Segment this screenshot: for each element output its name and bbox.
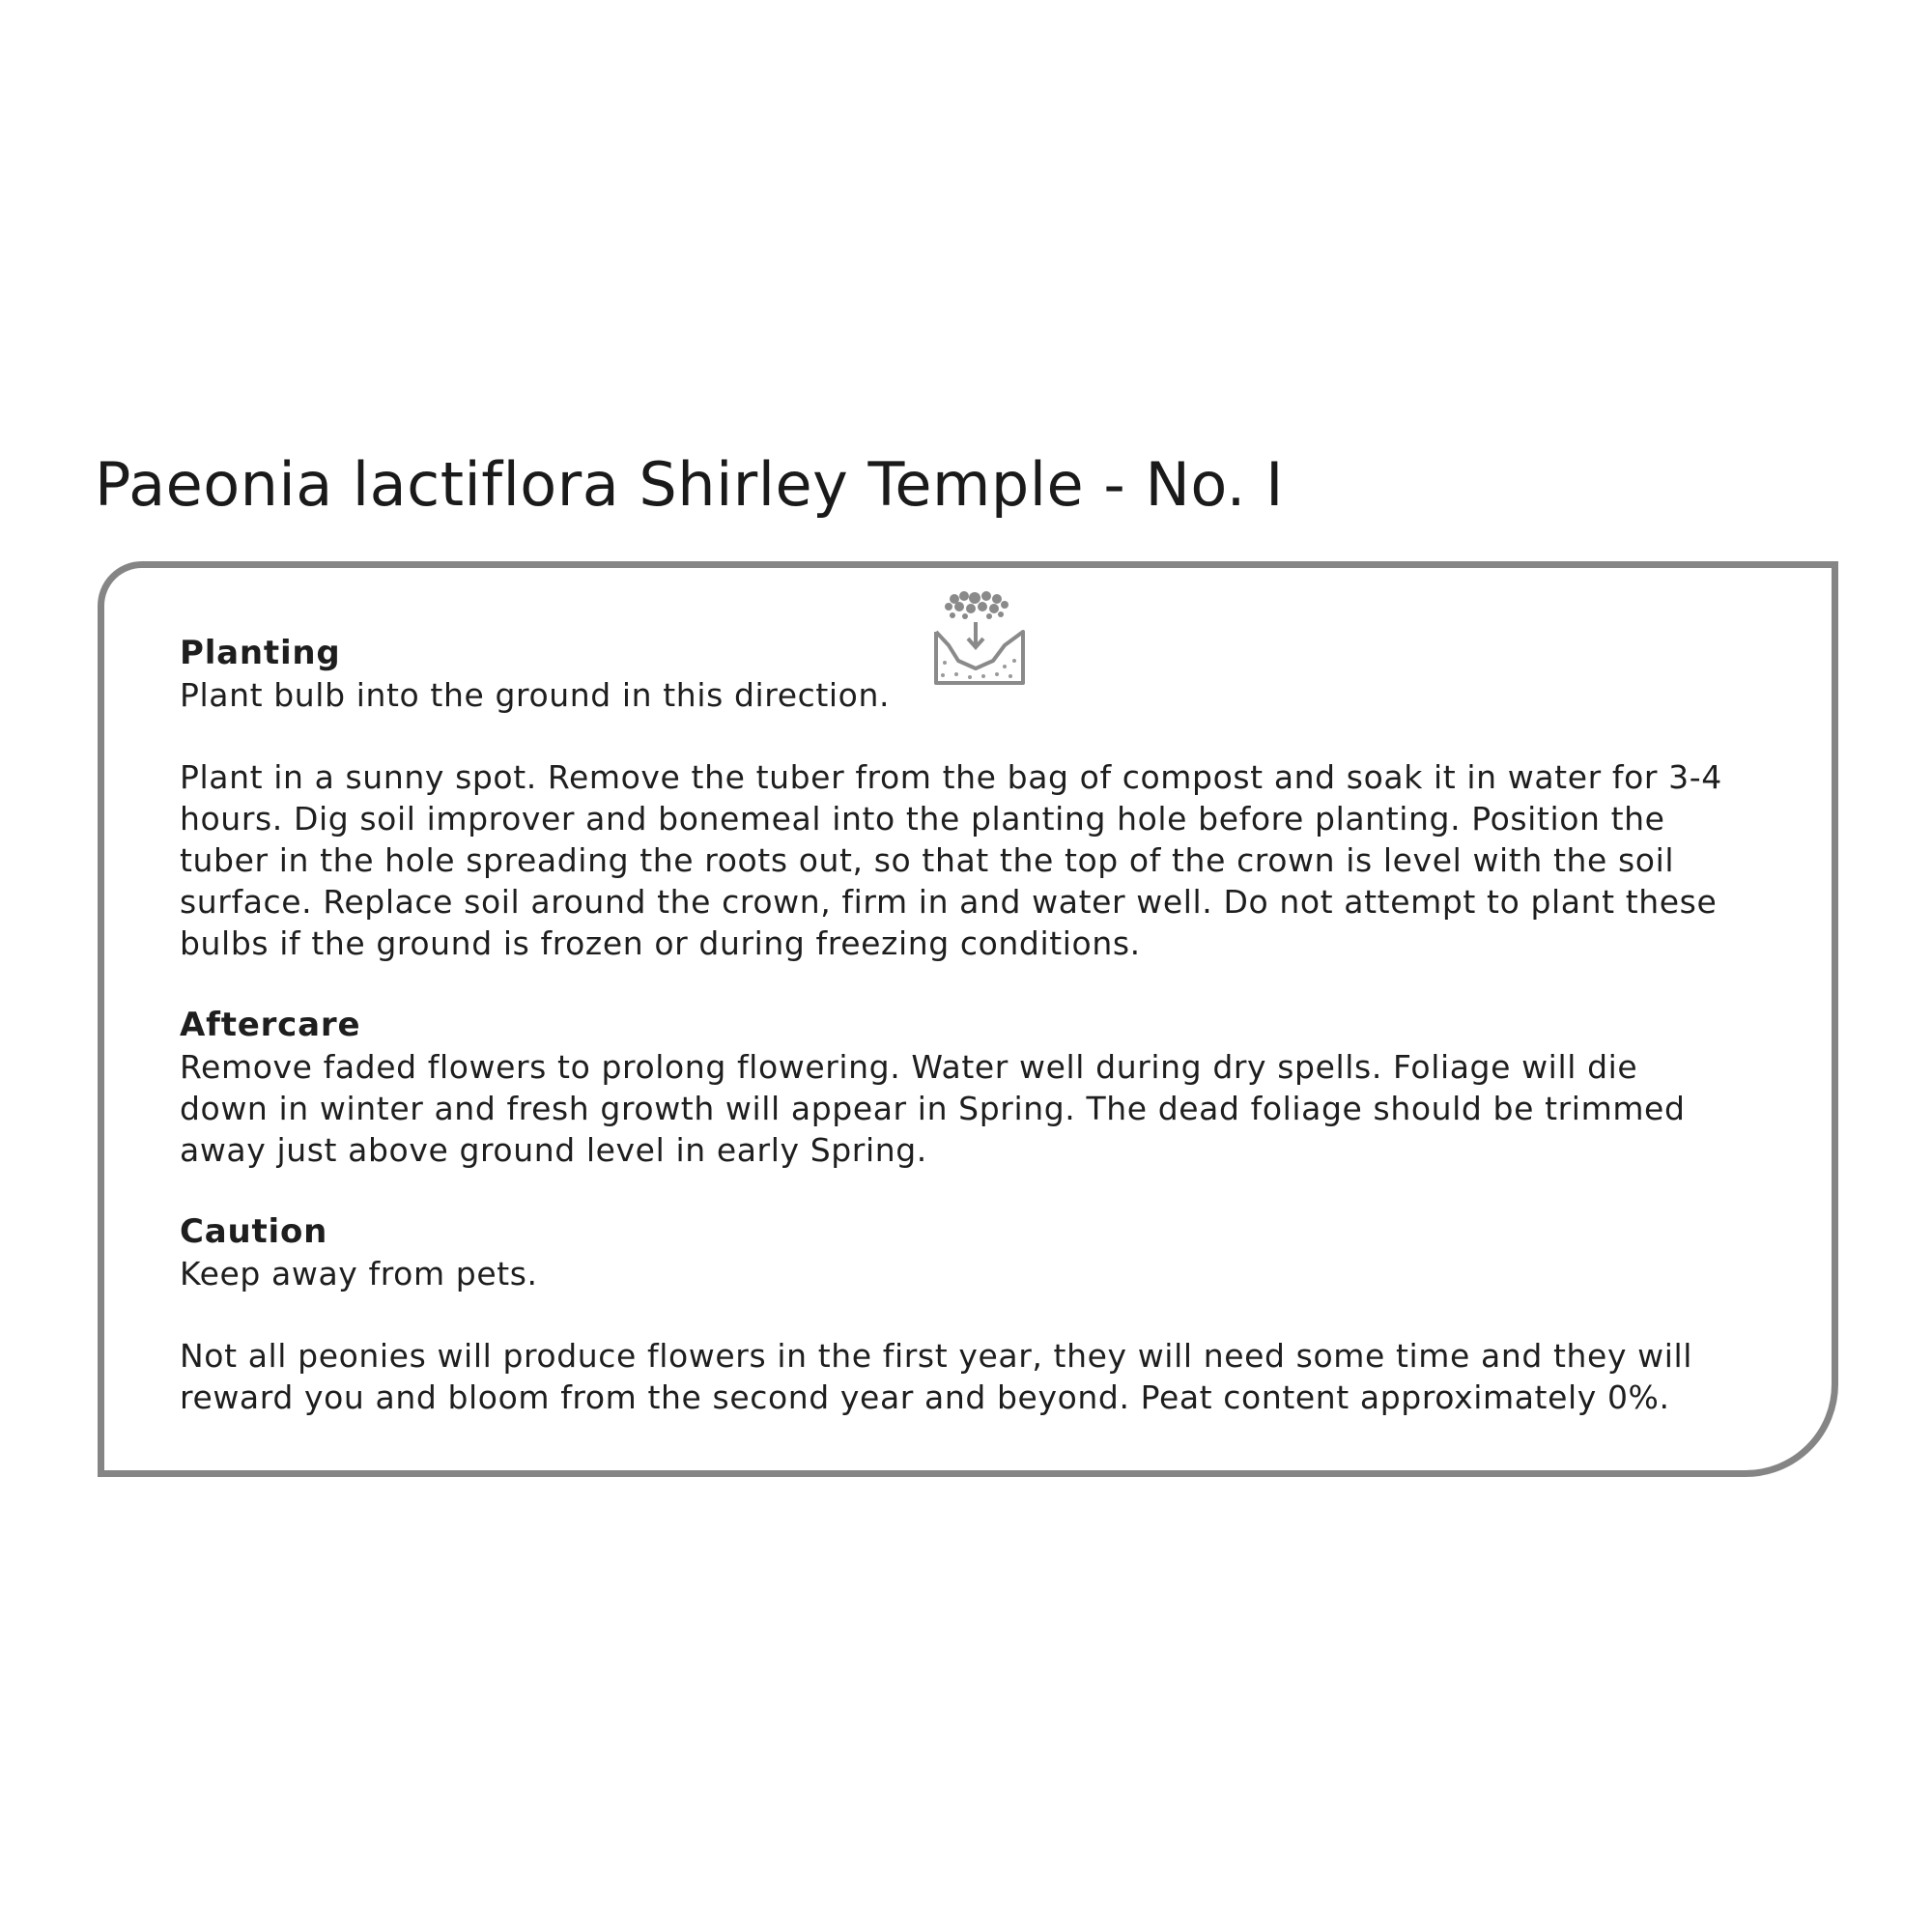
planting-section (180, 633, 1764, 964)
planting-heading: Planting (180, 634, 341, 672)
caution-body: Keep away from pets. (180, 1255, 538, 1293)
planting-instruction-row (180, 674, 1764, 716)
aftercare-section (180, 1005, 1764, 1171)
planting-body: Plant in a sunny spot. Remove the tuber from the bag of compost and soak it in water for 3-4 hours. Dig soil improver and bonemeal into the planting hole before planting. Position the tuber in the hole spreading the roots out, so that the top of the crown is level with the soil surface. Replace soil around the crown, firm in and water well. Do not attempt to plant these bulbs if the ground is frozen or during freezing conditions. (180, 758, 1722, 962)
bulb-planting-direction-icon (933, 589, 1026, 686)
peony-note: Not all peonies will produce flowers in the first year, they will need some time and they will reward you and bloom from the second year and beyond. Peat content approximately 0%. (180, 1337, 1693, 1416)
instructions-content (180, 633, 1764, 1418)
page-title: Paeonia lactiflora Shirley Temple - No. I (95, 449, 1284, 520)
aftercare-body: Remove faded flowers to prolong flowering. Water well during dry spells. Foliage will die down in winter and fresh growth will appear in Spring. The dead foliage should be trimmed away just above ground level in early Spring. (180, 1048, 1686, 1169)
planting-instruction: Plant bulb into the ground in this direction. (180, 676, 891, 714)
caution-heading: Caution (180, 1212, 328, 1251)
caution-section (180, 1211, 1764, 1294)
aftercare-heading: Aftercare (180, 1006, 361, 1044)
